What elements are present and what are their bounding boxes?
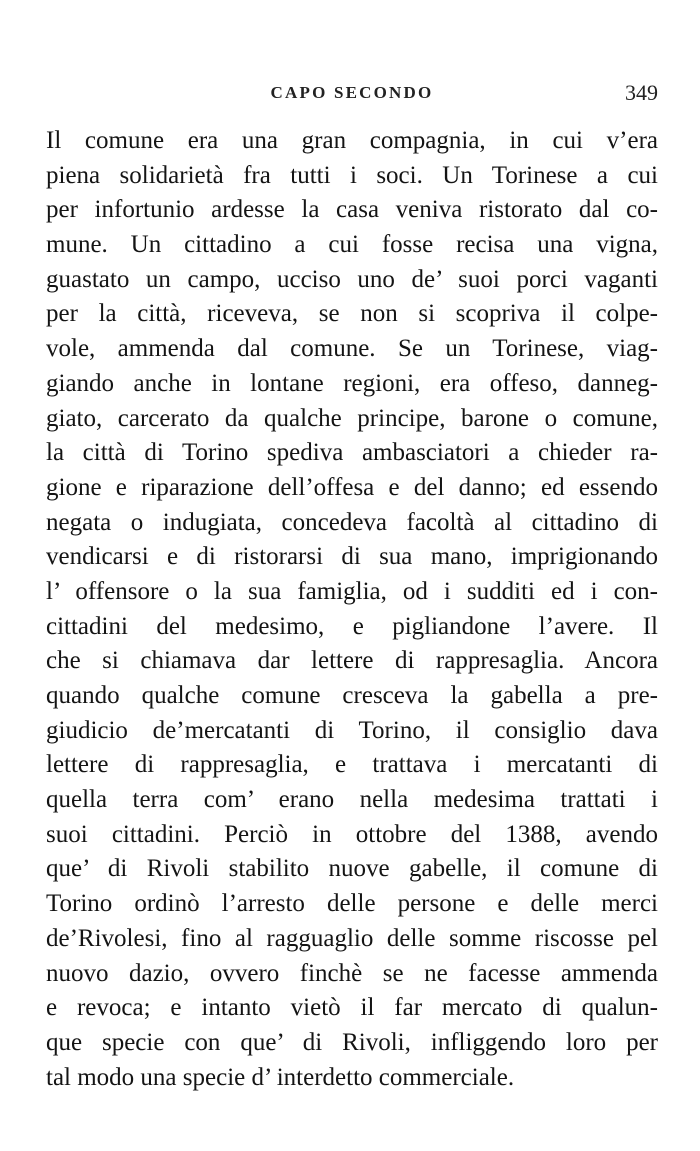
text-line: vole, ammenda dal comune. Se un Torinese, viag- bbox=[46, 335, 658, 363]
chapter-title: CAPO SECONDO bbox=[270, 83, 434, 102]
text-line: negata o indugiata, concedeva facoltà al cittadino di bbox=[46, 508, 658, 536]
text-line: giando anche in lontane regioni, era offeso, danneg- bbox=[46, 369, 658, 397]
text-line: guastato un campo, ucciso uno de’ suoi porci vaganti bbox=[46, 265, 658, 293]
running-header bbox=[46, 80, 658, 109]
text-line: mune. Un cittadino a cui fosse recisa una vigna, bbox=[46, 231, 658, 259]
text-line: la città di Torino spediva ambasciatori a chieder ra- bbox=[46, 439, 658, 467]
text-line: gione e riparazione dell’offesa e del danno; ed essendo bbox=[46, 473, 658, 501]
text-line: vendicarsi e di ristorarsi di sua mano, imprigionando bbox=[46, 543, 658, 571]
body-paragraph bbox=[46, 124, 658, 1095]
text-line: que specie con que’ di Rivoli, infliggendo loro per bbox=[46, 1028, 658, 1056]
text-line: l’ offensore o la sua famiglia, od i sudditi ed i con- bbox=[46, 577, 658, 605]
text-line: lettere di rappresaglia, e trattava i mercatanti di bbox=[46, 751, 658, 779]
text-line: que’ di Rivoli stabilito nuove gabelle, il comune di bbox=[46, 855, 658, 883]
text-line: e revoca; e intanto vietò il far mercato di qualun- bbox=[46, 994, 658, 1022]
page-number: 349 bbox=[625, 80, 658, 105]
text-line: giudicio de’mercatanti di Torino, il consiglio dava bbox=[46, 716, 658, 744]
text-line: per la città, riceveva, se non si scopriva il colpe- bbox=[46, 300, 658, 328]
text-line: de’Rivolesi, fino al ragguaglio delle somme riscosse pel bbox=[46, 924, 658, 952]
text-line: che si chiamava dar lettere di rappresaglia. Ancora bbox=[46, 647, 658, 675]
text-line: giato, carcerato da qualche principe, barone o comune, bbox=[46, 404, 658, 432]
text-line: nuovo dazio, ovvero finchè se ne facesse ammenda bbox=[46, 959, 658, 987]
text-line: per infortunio ardesse la casa veniva ristorato dal co- bbox=[46, 196, 658, 224]
text-line: quella terra com’ erano nella medesima trattati i bbox=[46, 786, 658, 814]
text-line: cittadini del medesimo, e pigliandone l’avere. Il bbox=[46, 612, 658, 640]
text-line: Il comune era una gran compagnia, in cui v’era bbox=[46, 127, 658, 154]
text-line: suoi cittadini. Perciò in ottobre del 1388, avendo bbox=[46, 820, 658, 848]
text-line: tal modo una specie d’ interdetto commerciale. bbox=[46, 1063, 515, 1091]
text-line: Torino ordinò l’arresto delle persone e delle merci bbox=[46, 890, 658, 918]
text-line: quando qualche comune cresceva la gabella a pre- bbox=[46, 682, 658, 709]
text-line: piena solidarietà fra tutti i soci. Un Torinese a cui bbox=[46, 161, 658, 189]
